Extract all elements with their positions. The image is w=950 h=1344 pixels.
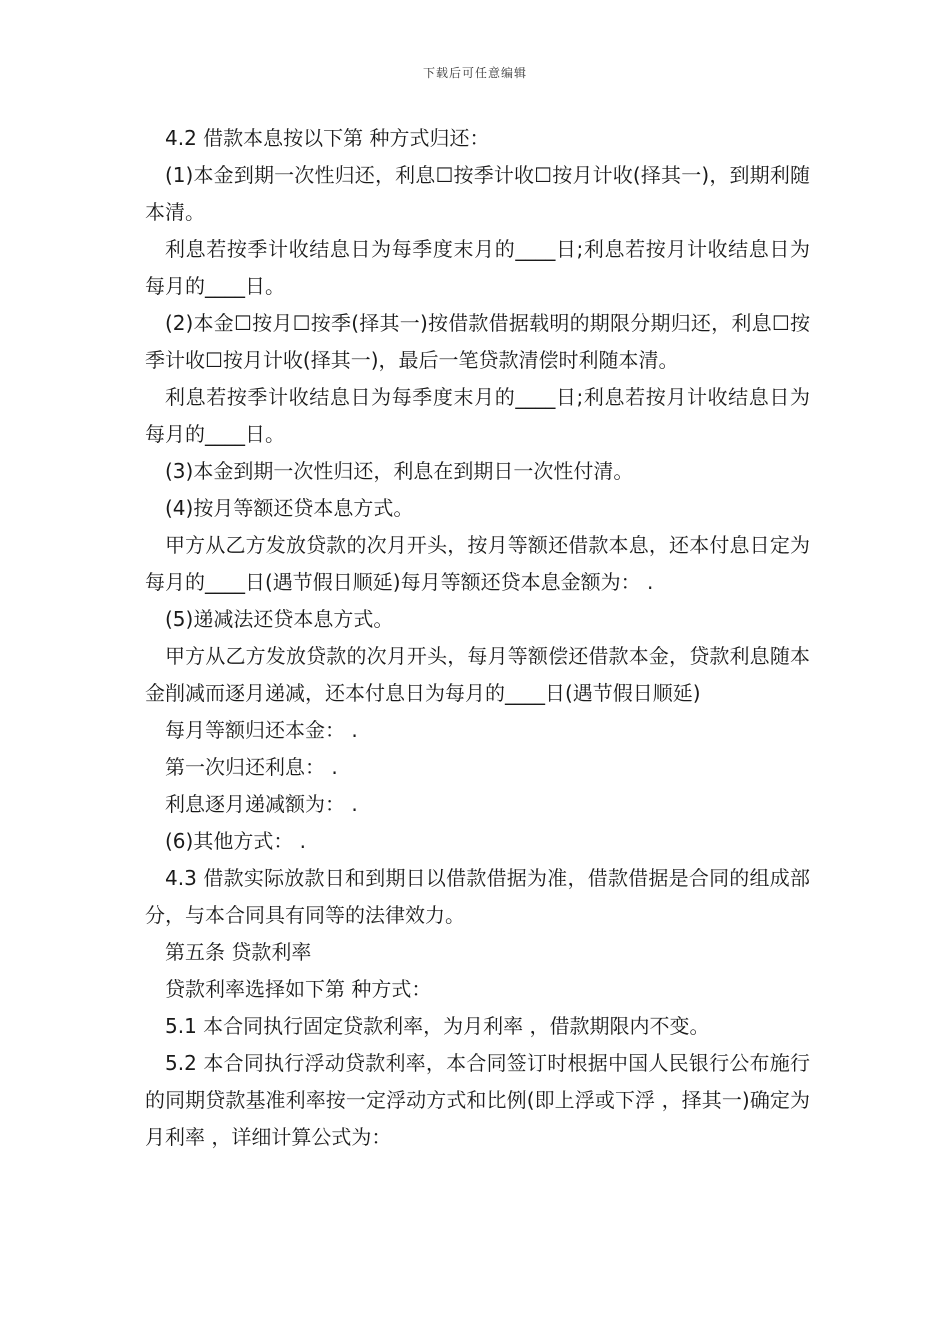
paragraph-rate-choice: 贷款利率选择如下第 种方式： — [165, 977, 432, 1001]
paragraph-option-1: (1)本金到期一次性归还，利息☐按季计收☐按月计收(择其一)，到期利随本清。 — [145, 163, 810, 224]
paragraph-monthly-principal: 每月等额归还本金： . — [165, 718, 358, 742]
paragraph-option-5: (5)递减法还贷本息方式。 — [165, 607, 394, 631]
paragraph-4-3: 4.3 借款实际放款日和到期日以借款借据为准，借款借据是合同的组成部分，与本合同具有同等的法律效力。 — [145, 866, 810, 927]
paragraph-option-2: (2)本金☐按月☐按季(择其一)按借款借据载明的期限分期归还，利息☐按季计收☐按月计收(择其一)，最后一笔贷款清偿时利随本清。 — [145, 311, 810, 372]
paragraph-option-6: (6)其他方式： . — [165, 829, 307, 853]
document-body — [145, 120, 810, 1156]
paragraph-first-interest: 第一次归还利息： . — [165, 755, 338, 779]
paragraph-4-2: 4.2 借款本息按以下第 种方式归还： — [165, 126, 490, 150]
paragraph-option-3: (3)本金到期一次性归还，利息在到期日一次性付清。 — [165, 459, 634, 483]
paragraph-option-1-interest-date: 利息若按季计收结息日为每季度末月的____日;利息若按月计收结息日为每月的____日。 — [145, 237, 810, 298]
paragraph-option-2-interest-date: 利息若按季计收结息日为每季度末月的____日;利息若按月计收结息日为每月的____日。 — [145, 385, 810, 446]
paragraph-option-5-detail: 甲方从乙方发放贷款的次月开头，每月等额偿还借款本金，贷款利息随本金削减而逐月递减，还本付息日为每月的____日(遇节假日顺延) — [145, 644, 810, 705]
paragraph-option-4: (4)按月等额还贷本息方式。 — [165, 496, 414, 520]
paragraph-interest-decrease: 利息逐月递减额为： . — [165, 792, 358, 816]
paragraph-5-2: 5.2 本合同执行浮动贷款利率，本合同签订时根据中国人民银行公布施行的同期贷款基准利率按一定浮动方式和比例(即上浮或下浮 ，择其一)确定为月利率 ，详细计算公式为： — [145, 1051, 810, 1149]
page-header: 下载后可任意编辑 — [422, 66, 527, 80]
article-5-heading: 第五条 贷款利率 — [165, 940, 312, 964]
paragraph-option-4-detail: 甲方从乙方发放贷款的次月开头，按月等额还借款本息，还本付息日定为每月的____日(遇节假日顺延)每月等额还贷本息金额为： . — [145, 533, 810, 594]
paragraph-5-1: 5.1 本合同执行固定贷款利率，为月利率 ，借款期限内不变。 — [165, 1014, 710, 1038]
